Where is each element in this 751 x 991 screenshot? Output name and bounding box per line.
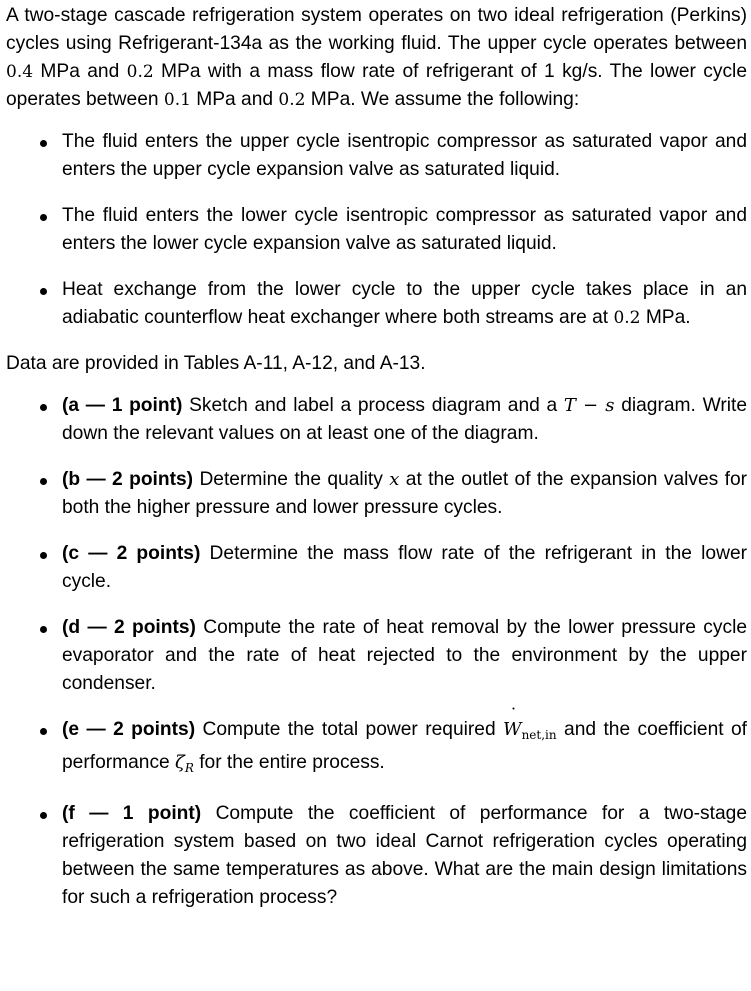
questions-list [6,392,747,912]
intro-text: MPa with a mass flow rate of refrigerant of 1 kg/s. The lower cycle operates between [6,61,747,110]
math-zeta: ζ [175,752,185,773]
intro-text: MPa and [33,61,127,82]
assumption-item: Heat exchange from the lower cycle to the upper cycle takes place in an adiabatic counterflow heat exchanger where both streams are at 0.2 MPa. [6,276,747,332]
question-f: (f — 1 point) Compute the coefficient of performance for a two-stage refrigeration system based on two ideal Carnot refrigeration cycles operating between the same temperatures as above. What are the main design limitations for such a refrigeration process? [6,800,747,912]
question-e: (e — 2 points) Compute the total power required W $˙_{net,in}$ and the coefficient of performance $\zeta_R$ for the entire process. [6,716,747,782]
assumption-item: The fluid enters the upper cycle isentropic compressor as saturated vapor and enters the upper cycle expansion valve as saturated liquid. [6,128,747,184]
intro-text: MPa. We assume the following: [305,89,580,110]
math-ts: T − s [563,395,615,416]
intro-text: A two-stage cascade refrigeration system operates on two ideal refrigeration (Perkins) cycles using Refrigerant-134a as the working fluid. The upper cycle operates between [6,5,747,54]
upper-low-pressure: 0.2 [126,62,154,82]
math-subscript: net,in [521,728,557,742]
question-label: (c — 2 points) [62,543,201,564]
question-label: (a — 1 point) [62,395,183,416]
assumption-item: The fluid enters the lower cycle isentropic compressor as saturated vapor and enters the lower cycle expansion valve as saturated liquid. [6,202,747,258]
question-b: (b — 2 points) Determine the quality x at the outlet of the expansion valves for both the higher pressure and lower pressure cycles. [6,466,747,522]
math-x: x [389,469,400,490]
question-label: (d — 2 points) [62,617,196,638]
data-note: Data are provided in Tables A-11, A-12, and A-13. [6,353,426,374]
upper-high-pressure: 0.4 [6,62,34,82]
question-label: (b — 2 points) [62,469,194,490]
question-c: (c — 2 points) Determine the mass flow rate of the refrigerant in the lower cycle. [6,540,747,596]
question-label: (f — 1 point) [62,803,202,824]
question-label: (e — 2 points) [62,719,196,740]
assumptions-list [6,128,747,332]
lower-high-pressure: 0.2 [278,90,306,110]
math-subscript: R [184,761,194,775]
math-w-dot: W ˙ [503,716,522,744]
intro-text: MPa and [190,89,279,110]
question-d: (d — 2 points) Compute the rate of heat removal by the lower pressure cycle evaporator and the rate of heat rejected to the environment by the upper condenser. [6,614,747,698]
exchanger-pressure: 0.2 [613,308,641,328]
lower-low-pressure: 0.1 [163,90,191,110]
question-a: (a — 1 point) Sketch and label a process diagram and a T − s diagram. Write down the relevant values on at least one of the diagram. [6,392,747,448]
intro-paragraph [6,2,747,114]
